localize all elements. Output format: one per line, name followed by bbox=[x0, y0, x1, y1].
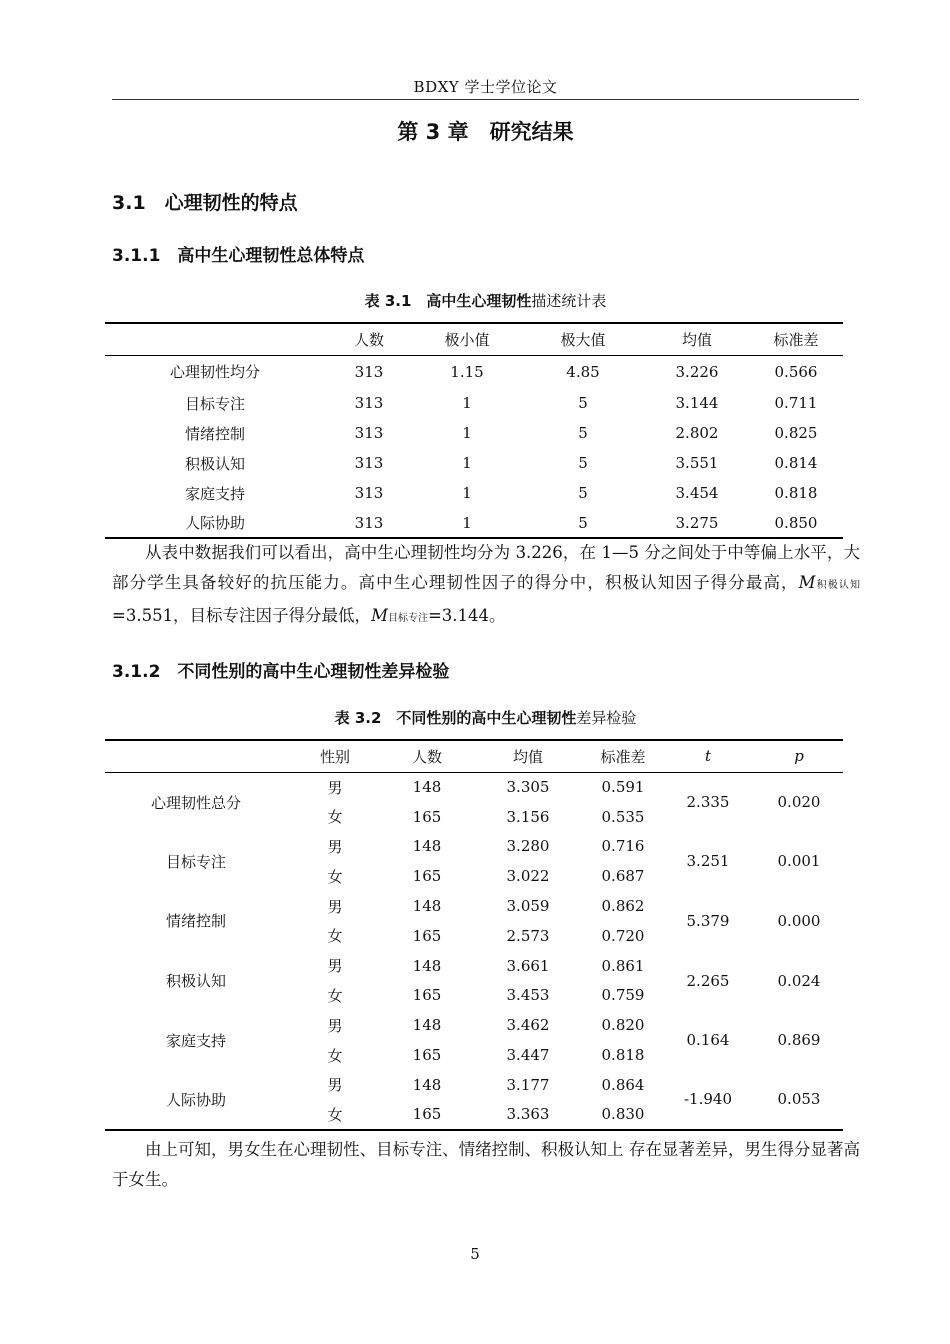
row-label: 积极认知 bbox=[165, 972, 226, 991]
t-value: -1.940 bbox=[683, 1090, 732, 1109]
table-cell: 0.825 bbox=[774, 424, 818, 442]
descriptive-stats-table bbox=[105, 322, 843, 539]
table-cell: 148 bbox=[412, 956, 442, 975]
row-label: 情绪控制 bbox=[165, 912, 226, 931]
table-cell: 女 bbox=[327, 1105, 343, 1124]
table-cell: 1 bbox=[462, 424, 472, 442]
table-row bbox=[105, 891, 843, 921]
table-cell: 女 bbox=[327, 986, 343, 1005]
table-cell: 女 bbox=[327, 1046, 343, 1065]
table-row bbox=[105, 478, 843, 508]
t-value: 0.164 bbox=[686, 1031, 730, 1050]
chapter-title: 第 3 章 研究结果 bbox=[397, 120, 574, 144]
column-header: 人数 bbox=[383, 740, 471, 772]
table-row bbox=[105, 832, 843, 862]
table-cell: 313 bbox=[354, 362, 384, 381]
table-row bbox=[105, 355, 843, 388]
column-header: 极小值 bbox=[413, 323, 521, 355]
table-cell: 5 bbox=[578, 454, 588, 472]
table-cell: 0.720 bbox=[601, 926, 645, 945]
table-cell: 2.573 bbox=[506, 926, 550, 945]
table-cell: 313 bbox=[354, 513, 384, 532]
table-cell: 0.862 bbox=[601, 897, 645, 916]
table-cell: 148 bbox=[412, 778, 442, 797]
table-cell: 148 bbox=[412, 837, 442, 856]
table2-caption-rest: 差异检验 bbox=[576, 709, 637, 727]
table-row bbox=[105, 388, 843, 418]
table-row bbox=[105, 951, 843, 981]
row-label: 积极认知 bbox=[184, 454, 245, 473]
table1-caption-rest: 描述统计表 bbox=[531, 292, 607, 310]
paragraph-1 bbox=[112, 538, 860, 634]
table-cell: 1 bbox=[462, 513, 472, 532]
table-cell: 女 bbox=[327, 927, 343, 946]
column-header: 性别 bbox=[287, 740, 383, 772]
table-header-row bbox=[105, 740, 843, 772]
table-cell: 0.814 bbox=[774, 454, 818, 472]
p-value: 0.024 bbox=[777, 971, 821, 990]
column-header-p: p bbox=[755, 740, 843, 772]
table-cell: 313 bbox=[354, 394, 384, 412]
table-cell: 5 bbox=[578, 484, 588, 502]
table-cell: 313 bbox=[354, 424, 384, 442]
column-header: 均值 bbox=[471, 740, 585, 772]
t-value: 2.265 bbox=[686, 971, 730, 990]
header-rule bbox=[112, 99, 859, 100]
table-cell: 女 bbox=[327, 808, 343, 827]
table-cell: 313 bbox=[354, 484, 384, 502]
mean-subscript: 积极认知 bbox=[815, 580, 861, 591]
table-cell: 313 bbox=[354, 454, 384, 472]
row-label: 家庭支持 bbox=[184, 484, 245, 503]
column-header: 标准差 bbox=[749, 323, 843, 355]
column-header: 均值 bbox=[645, 323, 749, 355]
table-cell: 148 bbox=[412, 897, 442, 916]
table-cell: 男 bbox=[327, 1016, 343, 1035]
table-cell: 165 bbox=[412, 867, 442, 886]
table-cell: 0.818 bbox=[601, 1046, 645, 1065]
subsection-heading-2: 3.1.2 不同性别的高中生心理韧性差异检验 bbox=[112, 662, 450, 682]
row-label: 家庭支持 bbox=[165, 1031, 226, 1050]
mean-symbol: M bbox=[798, 573, 816, 592]
table-cell: 3.551 bbox=[675, 454, 719, 472]
table-cell: 3.363 bbox=[506, 1105, 550, 1124]
column-header: 标准差 bbox=[585, 740, 661, 772]
table-cell: 女 bbox=[327, 867, 343, 886]
table-cell: 1 bbox=[462, 394, 472, 412]
table-cell: 3.275 bbox=[675, 513, 719, 532]
row-label: 目标专注 bbox=[184, 394, 245, 413]
table-cell: 0.818 bbox=[774, 484, 818, 502]
table-cell: 5 bbox=[578, 394, 588, 412]
row-label: 情绪控制 bbox=[184, 424, 245, 443]
row-label: 人际协助 bbox=[165, 1090, 226, 1109]
table-row bbox=[105, 448, 843, 478]
mean-subscript: 目标专注 bbox=[387, 613, 428, 624]
paragraph-1-text: 从表中数据我们可以看出，高中生心理韧性均分为 3.226，在 1—5 分之间处于中等偏上水平，大部分学生具备较好的抗压能力。高中生心理韧性因子的得分中，积极认知因子得分最高， bbox=[112, 543, 860, 592]
running-header: BDXY 学士学位论文 bbox=[413, 78, 558, 96]
gender-difference-table bbox=[105, 739, 843, 1131]
section-heading: 3.1 心理韧性的特点 bbox=[112, 192, 298, 214]
table-cell: 5 bbox=[578, 513, 588, 532]
p-value: 0.869 bbox=[777, 1031, 821, 1050]
table-cell: 3.022 bbox=[506, 867, 550, 886]
table-cell: 148 bbox=[412, 1016, 442, 1035]
table-cell: 1 bbox=[462, 484, 472, 502]
paragraph-2: 由上可知，男女生在心理韧性、目标专注、情绪控制、积极认知上 存在显著差异，男生得分显著高于女生。 bbox=[112, 1140, 860, 1189]
column-header bbox=[105, 740, 287, 772]
table-cell: 男 bbox=[327, 778, 343, 797]
table-cell: 165 bbox=[412, 926, 442, 945]
table-cell: 3.280 bbox=[506, 837, 550, 856]
table-row bbox=[105, 1070, 843, 1100]
table-cell: 0.864 bbox=[601, 1075, 645, 1094]
table-cell: 5 bbox=[578, 424, 588, 442]
table-cell: 3.226 bbox=[675, 362, 719, 381]
t-value: 3.251 bbox=[686, 852, 730, 871]
table-cell: 4.85 bbox=[566, 362, 600, 381]
table-cell: 3.447 bbox=[506, 1046, 550, 1065]
table-header-row bbox=[105, 323, 843, 355]
column-header: 人数 bbox=[325, 323, 413, 355]
row-label: 心理韧性均分 bbox=[169, 363, 260, 382]
table-cell: 0.850 bbox=[774, 513, 818, 532]
table-cell: 1 bbox=[462, 454, 472, 472]
table-cell: 0.820 bbox=[601, 1016, 645, 1035]
p-value: 0.000 bbox=[777, 911, 821, 930]
paragraph-1-value: =3.144。 bbox=[427, 606, 506, 625]
table-row bbox=[105, 772, 843, 802]
table-cell: 3.305 bbox=[506, 778, 550, 797]
table-cell: 0.861 bbox=[601, 956, 645, 975]
t-value: 2.335 bbox=[686, 793, 730, 812]
table-row bbox=[105, 1010, 843, 1040]
table-cell: 3.454 bbox=[675, 484, 719, 502]
table1-caption-label: 表 3.1 高中生心理韧性 bbox=[364, 292, 532, 310]
table-cell: 165 bbox=[412, 807, 442, 826]
subsection-heading-1: 3.1.1 高中生心理韧性总体特点 bbox=[112, 246, 365, 266]
table-cell: 0.566 bbox=[774, 362, 818, 381]
table-row bbox=[105, 418, 843, 448]
table-cell: 0.716 bbox=[601, 837, 645, 856]
table-cell: 165 bbox=[412, 986, 442, 1005]
table-cell: 165 bbox=[412, 1105, 442, 1124]
table-cell: 男 bbox=[327, 1076, 343, 1095]
mean-symbol: M bbox=[371, 606, 388, 625]
table-cell: 3.177 bbox=[506, 1075, 550, 1094]
table-cell: 0.711 bbox=[774, 394, 818, 412]
p-value: 0.001 bbox=[777, 852, 821, 871]
table-cell: 3.462 bbox=[506, 1016, 550, 1035]
paragraph-1-value: =3.551，目标专注因子得分最低， bbox=[112, 606, 372, 625]
row-label: 目标专注 bbox=[165, 852, 226, 871]
t-value: 5.379 bbox=[686, 911, 730, 930]
table-cell: 3.144 bbox=[675, 394, 719, 412]
row-label: 人际协助 bbox=[184, 514, 245, 532]
table-cell: 3.453 bbox=[506, 986, 550, 1005]
table-cell: 148 bbox=[412, 1075, 442, 1094]
table-cell: 1.15 bbox=[450, 362, 484, 381]
row-label: 心理韧性总分 bbox=[150, 793, 241, 812]
table-row bbox=[105, 508, 843, 538]
table-cell: 0.687 bbox=[601, 867, 645, 886]
table-cell: 3.661 bbox=[506, 956, 550, 975]
table-cell: 0.535 bbox=[601, 807, 645, 826]
p-value: 0.020 bbox=[777, 793, 821, 812]
table-cell: 男 bbox=[327, 837, 343, 856]
table-cell: 男 bbox=[327, 897, 343, 916]
page-number: 5 bbox=[470, 1245, 480, 1263]
table-cell: 男 bbox=[327, 957, 343, 976]
table1-caption bbox=[112, 290, 859, 311]
table2-caption-label: 表 3.2 不同性别的高中生心理韧性 bbox=[334, 709, 577, 727]
table-cell: 0.759 bbox=[601, 986, 645, 1005]
p-value: 0.053 bbox=[777, 1090, 821, 1109]
table-cell: 3.156 bbox=[506, 807, 550, 826]
table-cell: 0.591 bbox=[601, 778, 645, 797]
column-header-t: t bbox=[661, 740, 755, 772]
table-cell: 0.830 bbox=[601, 1105, 645, 1124]
table-cell: 2.802 bbox=[675, 424, 719, 442]
table-cell: 165 bbox=[412, 1046, 442, 1065]
table2-caption bbox=[112, 707, 859, 728]
column-header: 极大值 bbox=[521, 323, 645, 355]
column-header bbox=[105, 323, 325, 355]
table-cell: 3.059 bbox=[506, 897, 550, 916]
